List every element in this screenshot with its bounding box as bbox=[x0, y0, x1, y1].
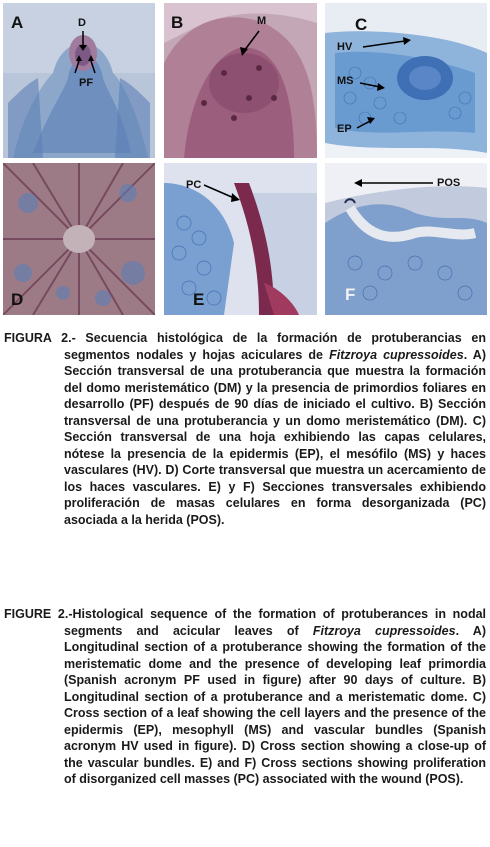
micrograph-panel-b bbox=[164, 3, 317, 158]
figure-caption-english bbox=[4, 606, 486, 788]
panel-a-label: A bbox=[11, 13, 24, 32]
micrograph-panel-e bbox=[164, 163, 317, 315]
panel-a-annotation-d: D bbox=[78, 17, 86, 29]
caption-spanish-prefix: FIGURA 2.- Secuencia histológica de la formación de protuberancias en segmentos nodales y hojas aciculares de bbox=[4, 331, 486, 362]
panel-f-annotation-pos: POS bbox=[437, 177, 461, 189]
caption-english-species: Fitzroya cupressoides bbox=[312, 623, 456, 638]
micrograph-panel-a bbox=[3, 3, 155, 158]
panel-b-label: B bbox=[171, 13, 184, 32]
panel-c-label: C bbox=[355, 15, 368, 34]
caption-spanish-species: Fitzroya cupressoides bbox=[329, 347, 464, 362]
caption-spanish-rest: . A) Sección transversal de una protuberancia que muestra la formación del domo meristemático (DM) y la presencia de primordios foliares en desarrollo (PF) después de 90 días de iniciado el cultivo. B) Sección transversal de una protuberancia y un domo meristemático (DM). C) Sección transversal de una hoja exhibiendo las capas celulares, nótese la presencia de la epidermis (EP), el mesófilo (MS) y haces vasculares (HV). D) Corte transversal que muestra un acercamiento de los haces vasculares. E) y F) Secciones transversales exhibiendo proliferación de masas celulares en forma desorganizada (PC) asociada a la herida (POS). bbox=[64, 347, 486, 527]
caption-english-rest: . A) Longitudinal section of a protuberance showing the formation of the meristematic dome and the presence of developing leaf primordia (Spanish acronym PF used in figure) after 90 days of culture. B) Longitudinal section of a protuberance and a meristematic dome. C) Cross section of a leaf showing the cell layers and the presence of the epidermis (EP), mesophyll (MS) and vascular bundles (Spanish acronym HV used in figure). D) Cross section showing a close-up of the vascular bundles. E) and F) Cross sections showing proliferation of disorganized cell masses (PC) associated with the wound (POS). bbox=[64, 623, 486, 786]
caption-english-text bbox=[4, 606, 486, 788]
panel-e-label: E bbox=[193, 290, 205, 309]
panel-c-annotation-ms: MS bbox=[337, 75, 354, 87]
micrograph-panel-d bbox=[3, 163, 155, 315]
panel-b-image bbox=[164, 3, 317, 158]
figure-caption-spanish bbox=[4, 330, 486, 528]
panel-b-annotation-m: M bbox=[257, 15, 267, 27]
panel-a-annotation-pf: PF bbox=[79, 77, 94, 89]
panel-d-image bbox=[3, 163, 155, 315]
panel-c-annotation-ep: EP bbox=[337, 123, 352, 135]
panel-c-annotation-hv: HV bbox=[337, 41, 353, 53]
panel-f-label: F bbox=[345, 285, 356, 304]
micrograph-panel-c bbox=[325, 3, 487, 158]
caption-english-prefix: FIGURE 2.-Histological sequence of the formation of protuberances in nodal segments and acicular leaves of bbox=[4, 607, 486, 638]
micrograph-panel-f bbox=[325, 163, 487, 315]
panel-e-annotation-pc: PC bbox=[186, 179, 202, 191]
caption-spanish-text bbox=[4, 330, 486, 528]
panel-d-label: D bbox=[11, 290, 24, 309]
